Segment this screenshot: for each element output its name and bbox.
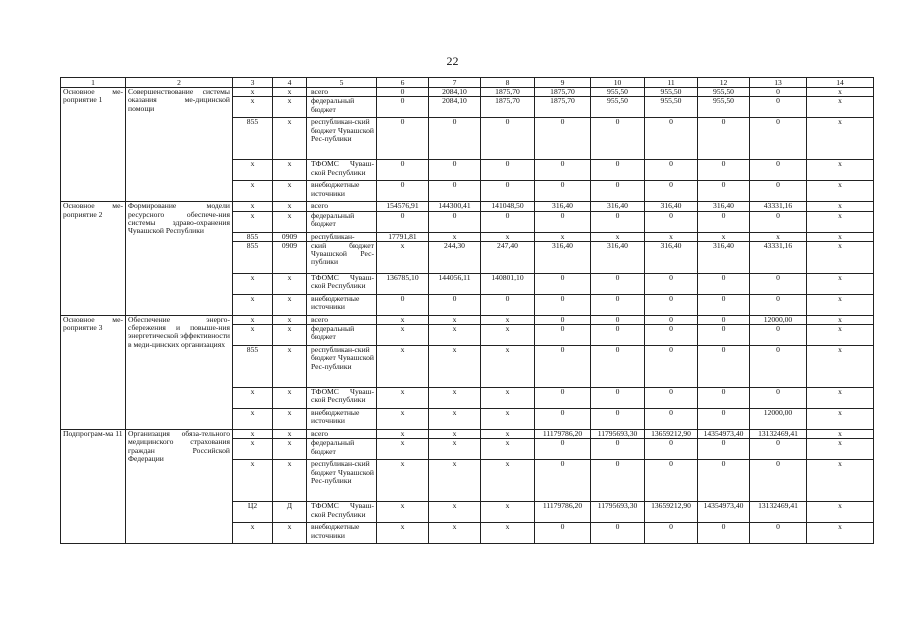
value-cell: 0	[377, 211, 429, 232]
value-cell: 316,40	[645, 202, 698, 211]
funding-source: всего	[307, 202, 377, 211]
value-cell: х	[535, 232, 591, 241]
value-cell: 0	[750, 523, 807, 544]
value-cell: 0	[377, 97, 429, 118]
value-cell: 0	[645, 211, 698, 232]
value-cell: 0	[750, 97, 807, 118]
table-row	[61, 88, 874, 97]
value-cell: 955,50	[591, 97, 645, 118]
value-cell: 247,40	[481, 241, 535, 273]
value-cell: 0	[698, 315, 750, 324]
value-cell: 0	[698, 346, 750, 388]
section-code-cell: х	[273, 273, 307, 294]
value-cell: 11179786,20	[535, 502, 591, 523]
value-cell: 0	[750, 325, 807, 346]
value-cell: 0	[429, 294, 481, 315]
code-cell: х	[233, 460, 273, 502]
value-cell: х	[377, 502, 429, 523]
value-cell: 144300,41	[429, 202, 481, 211]
value-cell: 0	[750, 346, 807, 388]
value-cell: 0	[535, 211, 591, 232]
funding-source: республикан-ский бюджет Чувашской Рес-публики	[307, 460, 377, 502]
section-code-cell: х	[273, 315, 307, 324]
value-cell: х	[807, 202, 874, 211]
value-cell: 154576,91	[377, 202, 429, 211]
value-cell: 0	[750, 273, 807, 294]
value-cell: 0	[645, 460, 698, 502]
section-code-cell: 0909	[273, 232, 307, 241]
value-cell: 0	[698, 523, 750, 544]
column-header: 10	[591, 78, 645, 88]
value-cell: х	[591, 232, 645, 241]
value-cell: х	[377, 460, 429, 502]
column-header: 14	[807, 78, 874, 88]
value-cell: 0	[750, 460, 807, 502]
value-cell: 0	[645, 181, 698, 202]
value-cell: 0	[429, 211, 481, 232]
value-cell: 140801,10	[481, 273, 535, 294]
code-cell: Ц2	[233, 502, 273, 523]
value-cell: 0	[591, 439, 645, 460]
value-cell: 0	[645, 160, 698, 181]
section-code-cell: х	[273, 294, 307, 315]
code-cell: 855	[233, 232, 273, 241]
value-cell: х	[807, 211, 874, 232]
value-cell: х	[481, 430, 535, 439]
column-header: 3	[233, 78, 273, 88]
value-cell: 43331,16	[750, 241, 807, 273]
column-header: 7	[429, 78, 481, 88]
value-cell: 0	[481, 118, 535, 160]
value-cell: 0	[698, 388, 750, 409]
value-cell: 0	[591, 409, 645, 430]
value-cell: 0	[535, 325, 591, 346]
table-row	[61, 315, 874, 324]
value-cell: х	[807, 241, 874, 273]
value-cell: 0	[698, 211, 750, 232]
value-cell: х	[429, 409, 481, 430]
value-cell: 2084,10	[429, 97, 481, 118]
value-cell: 1875,70	[481, 88, 535, 97]
section-code-cell: х	[273, 97, 307, 118]
code-cell: х	[233, 202, 273, 211]
section-code-cell: х	[273, 181, 307, 202]
column-header: 9	[535, 78, 591, 88]
value-cell: 0	[645, 325, 698, 346]
value-cell: 0	[591, 273, 645, 294]
section-code-cell: 0909	[273, 241, 307, 273]
value-cell: 0	[750, 181, 807, 202]
value-cell: 0	[535, 439, 591, 460]
value-cell: х	[377, 388, 429, 409]
funding-source: всего	[307, 88, 377, 97]
value-cell: 0	[535, 118, 591, 160]
value-cell: 955,50	[698, 88, 750, 97]
value-cell: х	[807, 232, 874, 241]
value-cell: х	[481, 346, 535, 388]
value-cell: 316,40	[591, 241, 645, 273]
column-header: 12	[698, 78, 750, 88]
value-cell: 1875,70	[481, 97, 535, 118]
value-cell: 0	[698, 181, 750, 202]
value-cell: 0	[429, 181, 481, 202]
code-cell: х	[233, 315, 273, 324]
value-cell: х	[807, 388, 874, 409]
value-cell: 0	[535, 523, 591, 544]
code-cell: х	[233, 181, 273, 202]
code-cell: 855	[233, 241, 273, 273]
value-cell: 0	[429, 118, 481, 160]
value-cell: 1875,70	[535, 88, 591, 97]
section-code-cell: х	[273, 346, 307, 388]
value-cell: 136785,10	[377, 273, 429, 294]
measure-description: Совершенствование системы оказания ме-дицинской помощи	[126, 88, 233, 202]
section-code-cell: х	[273, 409, 307, 430]
value-cell: х	[377, 346, 429, 388]
value-cell: х	[481, 325, 535, 346]
code-cell: х	[233, 97, 273, 118]
section-code-cell: х	[273, 211, 307, 232]
value-cell: 0	[481, 160, 535, 181]
value-cell: х	[377, 430, 429, 439]
value-cell: 0	[591, 325, 645, 346]
value-cell: 0	[429, 160, 481, 181]
value-cell: х	[645, 232, 698, 241]
value-cell: 0	[535, 409, 591, 430]
value-cell: 0	[591, 315, 645, 324]
measure-name: Основное ме-роприятие 2	[61, 202, 126, 316]
funding-source: всего	[307, 430, 377, 439]
code-cell: х	[233, 160, 273, 181]
value-cell: 13659212,90	[645, 502, 698, 523]
section-code-cell: х	[273, 439, 307, 460]
funding-source: ТФОМС Чуваш-ской Республики	[307, 502, 377, 523]
value-cell: 11179786,20	[535, 430, 591, 439]
section-code-cell: х	[273, 202, 307, 211]
value-cell: 0	[645, 439, 698, 460]
value-cell: х	[481, 315, 535, 324]
value-cell: х	[429, 346, 481, 388]
value-cell: 13132469,41	[750, 430, 807, 439]
column-header: 4	[273, 78, 307, 88]
value-cell: х	[698, 232, 750, 241]
value-cell: 244,30	[429, 241, 481, 273]
value-cell: 0	[698, 325, 750, 346]
value-cell: х	[429, 502, 481, 523]
value-cell: 0	[698, 118, 750, 160]
section-code-cell: Д	[273, 502, 307, 523]
value-cell: 316,40	[698, 241, 750, 273]
value-cell: 316,40	[698, 202, 750, 211]
value-cell: 144056,11	[429, 273, 481, 294]
section-code-cell: х	[273, 325, 307, 346]
value-cell: 43331,16	[750, 202, 807, 211]
column-header: 5	[307, 78, 377, 88]
value-cell: 955,50	[591, 88, 645, 97]
code-cell: 855	[233, 118, 273, 160]
value-cell: 2084,10	[429, 88, 481, 97]
value-cell: 0	[591, 118, 645, 160]
code-cell: х	[233, 294, 273, 315]
value-cell: 0	[750, 160, 807, 181]
value-cell: 14354973,40	[698, 430, 750, 439]
column-header: 13	[750, 78, 807, 88]
value-cell: 0	[750, 388, 807, 409]
header-row	[61, 78, 874, 88]
measure-description: Формирование модели ресурсного обеспече-ния системы здраво-охранения Чувашской Республики	[126, 202, 233, 316]
value-cell: х	[807, 315, 874, 324]
value-cell: 316,40	[535, 241, 591, 273]
value-cell: 0	[591, 388, 645, 409]
value-cell: х	[481, 409, 535, 430]
value-cell: 0	[698, 460, 750, 502]
measure-name: Подпрограм-ма 11	[61, 430, 126, 544]
value-cell: х	[807, 88, 874, 97]
value-cell: х	[807, 294, 874, 315]
measure-description: Организация обяза-тельного медицинского страхования граждан Российской Федерации	[126, 430, 233, 544]
value-cell: 0	[698, 439, 750, 460]
code-cell: х	[233, 430, 273, 439]
code-cell: х	[233, 523, 273, 544]
value-cell: 0	[698, 294, 750, 315]
funding-source: федеральный бюджет	[307, 97, 377, 118]
code-cell: 855	[233, 346, 273, 388]
funding-source: федеральный бюджет	[307, 211, 377, 232]
value-cell: х	[429, 430, 481, 439]
value-cell: 0	[377, 88, 429, 97]
value-cell: х	[807, 273, 874, 294]
value-cell: 0	[591, 523, 645, 544]
value-cell: 955,50	[645, 97, 698, 118]
value-cell: 955,50	[698, 97, 750, 118]
budget-table	[60, 77, 874, 544]
value-cell: х	[807, 160, 874, 181]
funding-source: ТФОМС Чуваш-ской Республики	[307, 388, 377, 409]
value-cell: 0	[481, 211, 535, 232]
value-cell: 0	[645, 523, 698, 544]
value-cell: х	[429, 388, 481, 409]
value-cell: 0	[481, 294, 535, 315]
value-cell: х	[807, 409, 874, 430]
code-cell: х	[233, 325, 273, 346]
value-cell: х	[429, 325, 481, 346]
value-cell: 0	[535, 160, 591, 181]
funding-source: внебюджетные источники	[307, 523, 377, 544]
measure-name: Основное ме-роприятие 1	[61, 88, 126, 202]
value-cell: 13659212,90	[645, 430, 698, 439]
section-code-cell: х	[273, 523, 307, 544]
funding-source: республикан-	[307, 232, 377, 241]
code-cell: х	[233, 439, 273, 460]
funding-source: ТФОМС Чуваш-ской Республики	[307, 160, 377, 181]
measure-description: Обеспечение энерго-сбережения и повыше-ния энергетической эффективности в меди-цинских организациях	[126, 315, 233, 429]
value-cell: х	[481, 502, 535, 523]
value-cell: 0	[377, 160, 429, 181]
value-cell: 0	[645, 273, 698, 294]
funding-source: республикан-ский бюджет Чувашской Рес-публики	[307, 118, 377, 160]
funding-source: федеральный бюджет	[307, 439, 377, 460]
value-cell: х	[807, 439, 874, 460]
value-cell: 13132469,41	[750, 502, 807, 523]
section-code-cell: х	[273, 118, 307, 160]
code-cell: х	[233, 388, 273, 409]
value-cell: х	[807, 523, 874, 544]
column-header: 6	[377, 78, 429, 88]
value-cell: 0	[645, 118, 698, 160]
value-cell: 141048,50	[481, 202, 535, 211]
value-cell: х	[807, 346, 874, 388]
value-cell: 0	[377, 181, 429, 202]
column-header: 1	[61, 78, 126, 88]
value-cell: х	[481, 523, 535, 544]
value-cell: 0	[535, 294, 591, 315]
value-cell: 0	[591, 181, 645, 202]
value-cell: 0	[698, 409, 750, 430]
funding-source: республикан-ский бюджет Чувашской Рес-публики	[307, 346, 377, 388]
value-cell: 0	[698, 273, 750, 294]
value-cell: 11795693,30	[591, 502, 645, 523]
page-number: 22	[446, 54, 459, 68]
value-cell: х	[807, 181, 874, 202]
value-cell: 955,50	[645, 88, 698, 97]
code-cell: х	[233, 409, 273, 430]
value-cell: 0	[535, 346, 591, 388]
measure-name: Основное ме-роприятие 3	[61, 315, 126, 429]
value-cell: 0	[645, 388, 698, 409]
column-header: 11	[645, 78, 698, 88]
value-cell: х	[377, 523, 429, 544]
value-cell: 0	[645, 315, 698, 324]
value-cell: х	[481, 388, 535, 409]
funding-source: внебюджетные источники	[307, 294, 377, 315]
value-cell: х	[429, 439, 481, 460]
value-cell: х	[377, 439, 429, 460]
funding-source: всего	[307, 315, 377, 324]
code-cell: х	[233, 211, 273, 232]
funding-source: федеральный бюджет	[307, 325, 377, 346]
column-header: 2	[126, 78, 233, 88]
value-cell: х	[377, 315, 429, 324]
value-cell: х	[807, 460, 874, 502]
value-cell: х	[481, 232, 535, 241]
value-cell: х	[481, 460, 535, 502]
value-cell: 0	[377, 118, 429, 160]
value-cell: 316,40	[535, 202, 591, 211]
value-cell: 14354973,40	[698, 502, 750, 523]
value-cell: х	[429, 460, 481, 502]
value-cell: х	[807, 430, 874, 439]
value-cell: 0	[535, 460, 591, 502]
value-cell: 0	[591, 211, 645, 232]
value-cell: х	[807, 502, 874, 523]
value-cell: х	[481, 439, 535, 460]
value-cell: 12000,00	[750, 315, 807, 324]
value-cell: 0	[535, 388, 591, 409]
value-cell: 316,40	[645, 241, 698, 273]
value-cell: х	[807, 325, 874, 346]
section-code-cell: х	[273, 388, 307, 409]
value-cell: 0	[750, 439, 807, 460]
value-cell: 0	[535, 181, 591, 202]
code-cell: х	[233, 88, 273, 97]
table-row	[61, 430, 874, 439]
value-cell: 0	[591, 160, 645, 181]
value-cell: х	[377, 241, 429, 273]
value-cell: 0	[481, 181, 535, 202]
value-cell: 17791,81	[377, 232, 429, 241]
funding-source: внебюджетные источники	[307, 409, 377, 430]
value-cell: х	[377, 325, 429, 346]
value-cell: х	[750, 232, 807, 241]
value-cell: 0	[750, 88, 807, 97]
value-cell: 0	[591, 346, 645, 388]
value-cell: 1875,70	[535, 97, 591, 118]
value-cell: х	[377, 409, 429, 430]
funding-source: внебюджетные источники	[307, 181, 377, 202]
section-code-cell: х	[273, 460, 307, 502]
value-cell: 316,40	[591, 202, 645, 211]
value-cell: 11795693,30	[591, 430, 645, 439]
value-cell: 0	[645, 346, 698, 388]
value-cell: х	[807, 97, 874, 118]
value-cell: 0	[645, 294, 698, 315]
value-cell: 0	[535, 315, 591, 324]
column-header: 8	[481, 78, 535, 88]
funding-source: ский бюджет Чувашской Рес-публики	[307, 241, 377, 273]
section-code-cell: х	[273, 88, 307, 97]
value-cell: 0	[591, 460, 645, 502]
funding-source: ТФОМС Чуваш-ской Республики	[307, 273, 377, 294]
value-cell: 0	[750, 211, 807, 232]
value-cell: 0	[698, 160, 750, 181]
value-cell: 0	[645, 409, 698, 430]
value-cell: 0	[535, 273, 591, 294]
value-cell: х	[429, 315, 481, 324]
value-cell: х	[429, 523, 481, 544]
table-row	[61, 202, 874, 211]
section-code-cell: х	[273, 160, 307, 181]
value-cell: 12000,00	[750, 409, 807, 430]
value-cell: 0	[750, 294, 807, 315]
code-cell: х	[233, 273, 273, 294]
section-code-cell: х	[273, 430, 307, 439]
value-cell: 0	[750, 118, 807, 160]
value-cell: х	[807, 118, 874, 160]
value-cell: х	[429, 232, 481, 241]
value-cell: 0	[377, 294, 429, 315]
value-cell: 0	[591, 294, 645, 315]
